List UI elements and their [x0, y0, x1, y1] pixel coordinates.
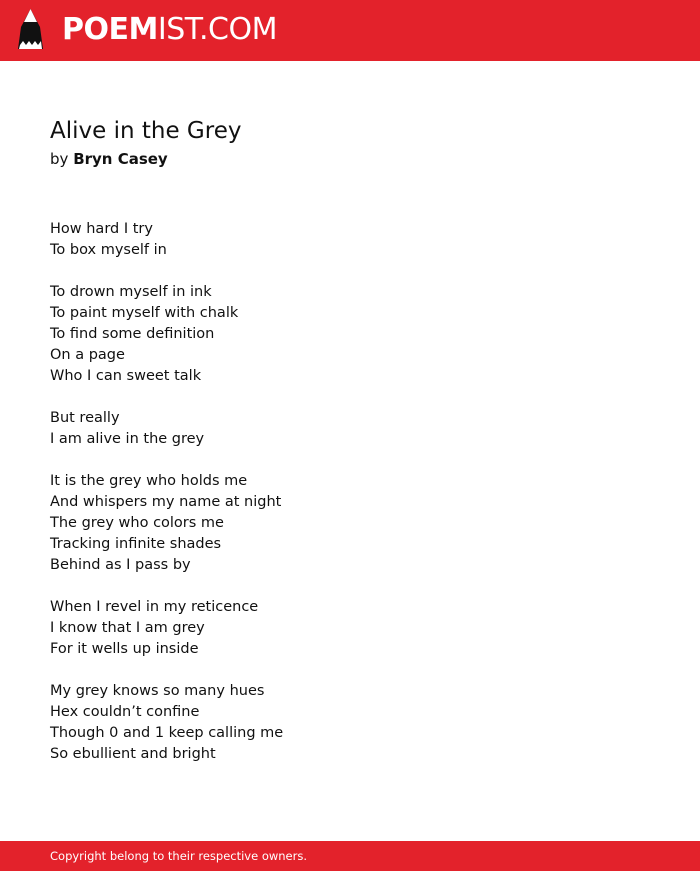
site-logo[interactable]	[62, 13, 277, 47]
poem-line: I know that I am grey	[50, 620, 205, 636]
site-header	[0, 0, 700, 61]
poem-line: The grey who colors me	[50, 515, 224, 531]
poem-line: So ebullient and bright	[50, 746, 216, 762]
poem-line: But really	[50, 410, 120, 426]
poem-line: To find some definition	[50, 326, 215, 342]
poem-line: My grey knows so many hues	[50, 683, 265, 699]
stanza	[50, 597, 610, 660]
poem-line: On a page	[50, 347, 125, 363]
stanza	[50, 471, 610, 576]
poem-line: To box myself in	[50, 242, 167, 258]
poem-line: And whispers my name at night	[50, 494, 282, 510]
poem-line: Behind as I pass by	[50, 557, 191, 573]
poem-line: Though 0 and 1 keep calling me	[50, 725, 284, 741]
poem-line: I am alive in the grey	[50, 431, 205, 447]
poem-title: Alive in the Grey	[50, 118, 242, 144]
stanza	[50, 219, 610, 261]
poem-line: Hex couldn’t confine	[50, 704, 200, 720]
author-name: Bryn Casey	[73, 150, 168, 168]
poem-line: For it wells up inside	[50, 641, 199, 657]
stanza	[50, 681, 610, 765]
poem-line: Tracking infinite shades	[50, 536, 222, 552]
poem-body	[50, 219, 610, 786]
stanza	[50, 408, 610, 450]
poem-line: To paint myself with chalk	[50, 305, 239, 321]
poem-line: How hard I try	[50, 221, 153, 237]
logo-bold-text: POEM	[62, 12, 158, 47]
pen-nib-icon	[17, 9, 44, 52]
site-footer	[0, 841, 700, 871]
poem-line: When I revel in my reticence	[50, 599, 259, 615]
poem-line: It is the grey who holds me	[50, 473, 248, 489]
poem-byline	[50, 148, 168, 170]
poem-line: Who I can sweet talk	[50, 368, 202, 384]
copyright-text: Copyright belong to their respective owners.	[50, 849, 308, 863]
logo-light-text: IST.COM	[157, 12, 277, 47]
poem-line: To drown myself in ink	[50, 284, 212, 300]
by-label: by	[50, 150, 69, 168]
stanza	[50, 282, 610, 387]
